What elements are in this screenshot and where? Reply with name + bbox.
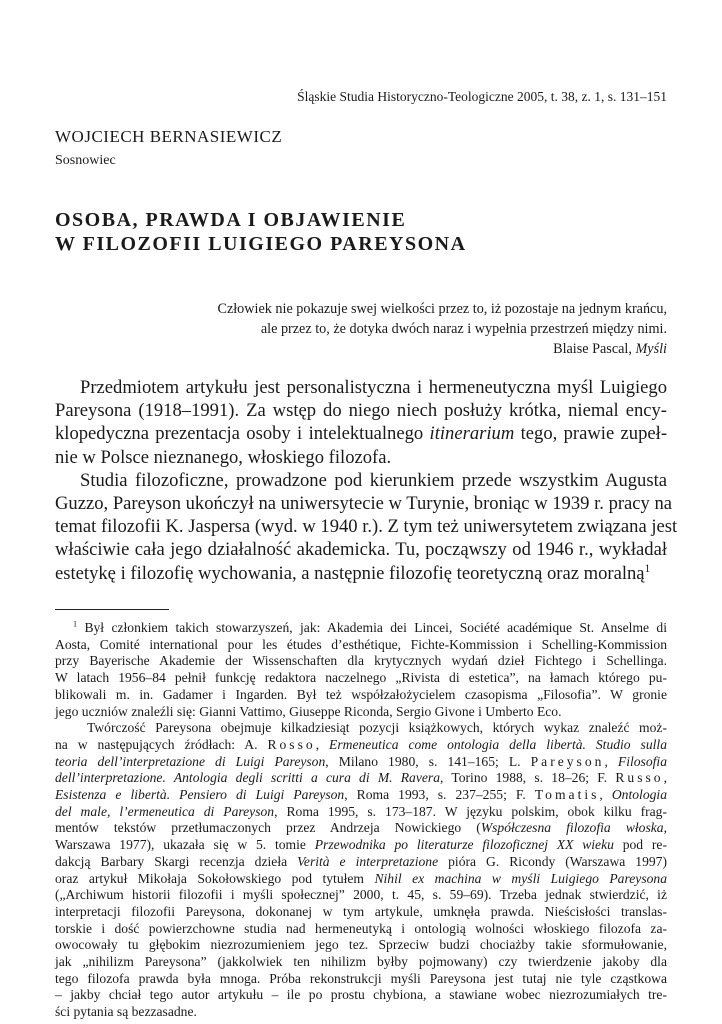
footnote-line: tego filozofa prawda była mnoga. Próba rekonstrukcji myśli Pareysona jest tutaj nie tyle cząstkowa bbox=[55, 970, 667, 986]
footnote-italic-run: Filosofia bbox=[617, 753, 667, 769]
footnote-line: jak „nihilizm Pareysona” (jakkolwiek ten nihilizm byłby pojmowany) czy twierdzenie jakoby dla bbox=[55, 954, 667, 970]
footnote-italic-run: Ontologia bbox=[611, 787, 667, 803]
footnote-text-run: mentów tekstów przetłumaczonych przez Andrzeja Nowickiego ( bbox=[55, 820, 481, 836]
footnote-line bbox=[55, 737, 667, 754]
footnote-italic-run: del male, l’ermeneutica di Pareyson bbox=[55, 803, 275, 819]
body-line: Pareysona (1918–1991). Za wstęp do niego niech posłuży krótka, niemal ency- bbox=[55, 400, 667, 422]
epigraph-work: Myśli bbox=[635, 341, 667, 357]
footnote-spaced-run: Rosso bbox=[267, 736, 316, 752]
footnote-text-run: pod re- bbox=[613, 837, 667, 853]
footnote-line bbox=[55, 754, 667, 771]
footnote-text-run: , Roma 1995, s. 173–187. W języku polskim, obok kilku frag- bbox=[274, 803, 667, 819]
footnote-text-run: Był członkiem takich stowarzyszeń, jak: Akademia dei Lincei, Société académique St. Anselme di bbox=[77, 620, 667, 635]
footnotes bbox=[55, 620, 667, 1021]
body-text-run: tego, prawie zupeł- bbox=[514, 423, 668, 445]
footnote-line: blikowali m. in. Gadamer i Ingarden. Był też współzałożycielem czasopisma „Filosofia”. W gronie bbox=[55, 686, 667, 702]
epigraph-line-2: ale przez to, że dotyka dwóch naraz i wypełnia przestrzeń między nimi. bbox=[260, 321, 667, 337]
footnote-line: torskie i dość powierzchowne studia nad hermeneutyką i ontologią wolności włoskiego filozofa za- bbox=[55, 920, 667, 936]
footnote-text-run: , bbox=[315, 736, 330, 752]
footnote-text-run: , Milano 1980, s. 141–165; L. bbox=[325, 753, 531, 769]
footnote-text-run: , Torino 1988, s. 18–26; F. bbox=[440, 770, 616, 786]
footnote-line: („Archiwum historii filozofii i myśli społecznej” 2000, t. 45, s. 59–69). Trzeba jednak stwierdzić, iż bbox=[55, 887, 667, 903]
footnote-italic-run: Ermeneutica come ontologia della libertà. Studio sulla bbox=[329, 736, 667, 752]
epigraph-attribution bbox=[107, 339, 667, 359]
footnote-italic-run: Esistenza e libertà. Pensiero di Luigi Pareyson bbox=[55, 787, 345, 803]
footnote-line bbox=[55, 854, 667, 871]
body-line bbox=[55, 422, 667, 445]
footnote-line bbox=[55, 787, 667, 804]
footnote-line: owocowały tu głębokim niezrozumieniem jego tez. Sprzeciw budzi chociażby takie sformułowanie, bbox=[55, 937, 667, 953]
footnote-italic-run: teoria dell’interpretazione di Luigi Pareyson bbox=[55, 753, 326, 769]
title-line-2: W FILOZOFII LUIGIEGO PAREYSONA bbox=[55, 233, 467, 255]
body-line: Studia filozoficzne, prowadzone pod kierunkiem przede wszystkim Augusta bbox=[80, 469, 667, 491]
body-line: Przedmiotem artykułu jest personalistyczna i hermeneutyczna myśl Luigiego bbox=[80, 377, 667, 398]
epigraph-line-1: Człowiek nie pokazuje swej wielkości przez to, iż pozostaje na jednym krańcu, bbox=[217, 301, 667, 317]
footnote-text-run: dakcją Barbary Skargi recenzja dzieła bbox=[55, 853, 298, 869]
footnote-spaced-run: Russo bbox=[615, 770, 664, 786]
footnote-spaced-run: Tomatis bbox=[534, 787, 600, 803]
footnote-number: 1 bbox=[73, 619, 78, 629]
epigraph-author: Blaise Pascal, bbox=[553, 341, 636, 357]
title-line-1: OSOBA, PRAWDA I OBJAWIENIE bbox=[55, 209, 407, 231]
footnote-line bbox=[55, 837, 667, 854]
footnote-line bbox=[55, 871, 667, 888]
author-affiliation: Sosnowiec bbox=[55, 153, 116, 168]
footnote-line bbox=[55, 804, 667, 821]
body-text-run: estetykę i filozofię wychowania, a następnie filozofię teoretyczną oraz moralną bbox=[55, 562, 645, 584]
footnote-line: Aosta, Comité international pour les études d’esthétique, Fichte-Kommission i Schelling-Kommission bbox=[55, 636, 667, 652]
footnote-line: Twórczość Pareysona obejmuje kilkadziesiąt pozycji książkowych, których wykaz znaleźć moż- bbox=[87, 720, 667, 736]
footnote-line: – jakby chciał tego autor artykułu – ile po prostu chybiona, a stawiane wobec niezrozumiałych tre- bbox=[55, 987, 667, 1003]
footnote-line bbox=[55, 770, 667, 787]
body-italic-run: itinerarium bbox=[429, 423, 515, 445]
footnote-line bbox=[55, 620, 667, 637]
footnote-line: W latach 1956–84 pełnił funkcję redaktora naczelnego „Rivista di estetica”, na łamach którego pu- bbox=[55, 670, 667, 686]
footnote-text-run: Warszawa 1977), ukazała się w 5. tomie bbox=[55, 837, 315, 853]
body-text-run: klopedyczna prezentacja osoby i intelektualnego bbox=[55, 423, 430, 445]
footnote-italic-run: Współczesna filozofia włoska bbox=[480, 820, 664, 836]
footnote-divider bbox=[55, 609, 169, 610]
footnote-italic-run: Przewodnika po literaturze filozoficznej XX wieku bbox=[314, 837, 614, 853]
footnote-text-run: na w następujących źródłach: A. bbox=[55, 736, 268, 752]
article-title bbox=[55, 208, 467, 256]
footnote-text-run: , bbox=[663, 770, 667, 786]
body-line: Guzzo, Pareyson ukończył na uniwersytecie w Turynie, broniąc w 1939 r. pracy na bbox=[55, 493, 673, 515]
author-name: WOJCIECH BERNASIEWICZ bbox=[55, 127, 283, 146]
footnote-line: jego uczniów znaleźli się: Gianni Vattimo, Giuseppe Riconda, Sergio Givone i Umberto Eco. bbox=[55, 703, 562, 719]
running-head: Śląskie Studia Historyczno-Teologiczne 2005, t. 38, z. 1, s. 131–151 bbox=[297, 89, 667, 104]
footnote-line: przy Bayerische Akademie der Wissenschaften dla krytycznych wydań dzieł Fichtego i Schellinga. bbox=[55, 653, 667, 669]
body-line: temat filozofii K. Jaspersa (wyd. w 1940 r.). Z tym też uniwersytetem związana jest bbox=[55, 516, 678, 538]
footnote-italic-run: dell’interpretazione. Antologia degli scritti a cura di M. Ravera bbox=[55, 770, 441, 786]
footnote-text-run: oraz artykuł Mikołaja Sokołowskiego pod tytułem bbox=[55, 870, 375, 886]
footnote-line: interpretacji filozofii Pareysona, dokonanej w tym artykule, umknęła prawda. Nieścisłości translas- bbox=[55, 903, 667, 919]
footnote-line: ści pytania są bezzasadne. bbox=[55, 1004, 197, 1020]
footnote-text-run: , bbox=[599, 787, 612, 803]
body-text bbox=[55, 376, 678, 585]
footnote-italic-run: Nihil ex machina w myśli Luigiego Pareysona bbox=[374, 870, 668, 886]
footnote-text-run: , Roma 1993, s. 237–255; F. bbox=[344, 787, 535, 803]
body-line bbox=[55, 562, 667, 585]
footnote-line bbox=[55, 820, 667, 837]
footnote-text-run: pióra G. Ricondy (Warszawa 1997) bbox=[438, 853, 667, 869]
footnote-text-run: , bbox=[663, 820, 667, 836]
footnote-reference[interactable]: 1 bbox=[644, 562, 651, 575]
epigraph bbox=[107, 299, 667, 359]
footnote-text-run: , bbox=[604, 753, 618, 769]
body-line: nie w Polsce nieznanego, włoskiego filozofa. bbox=[55, 446, 392, 468]
body-line: właściwie cała jego działalność akademicka. Tu, począwszy od 1946 r., wykładał bbox=[55, 539, 667, 561]
footnote-italic-run: Verità e interpretazione bbox=[297, 853, 439, 869]
footnote-spaced-run: Pareyson bbox=[530, 753, 605, 769]
